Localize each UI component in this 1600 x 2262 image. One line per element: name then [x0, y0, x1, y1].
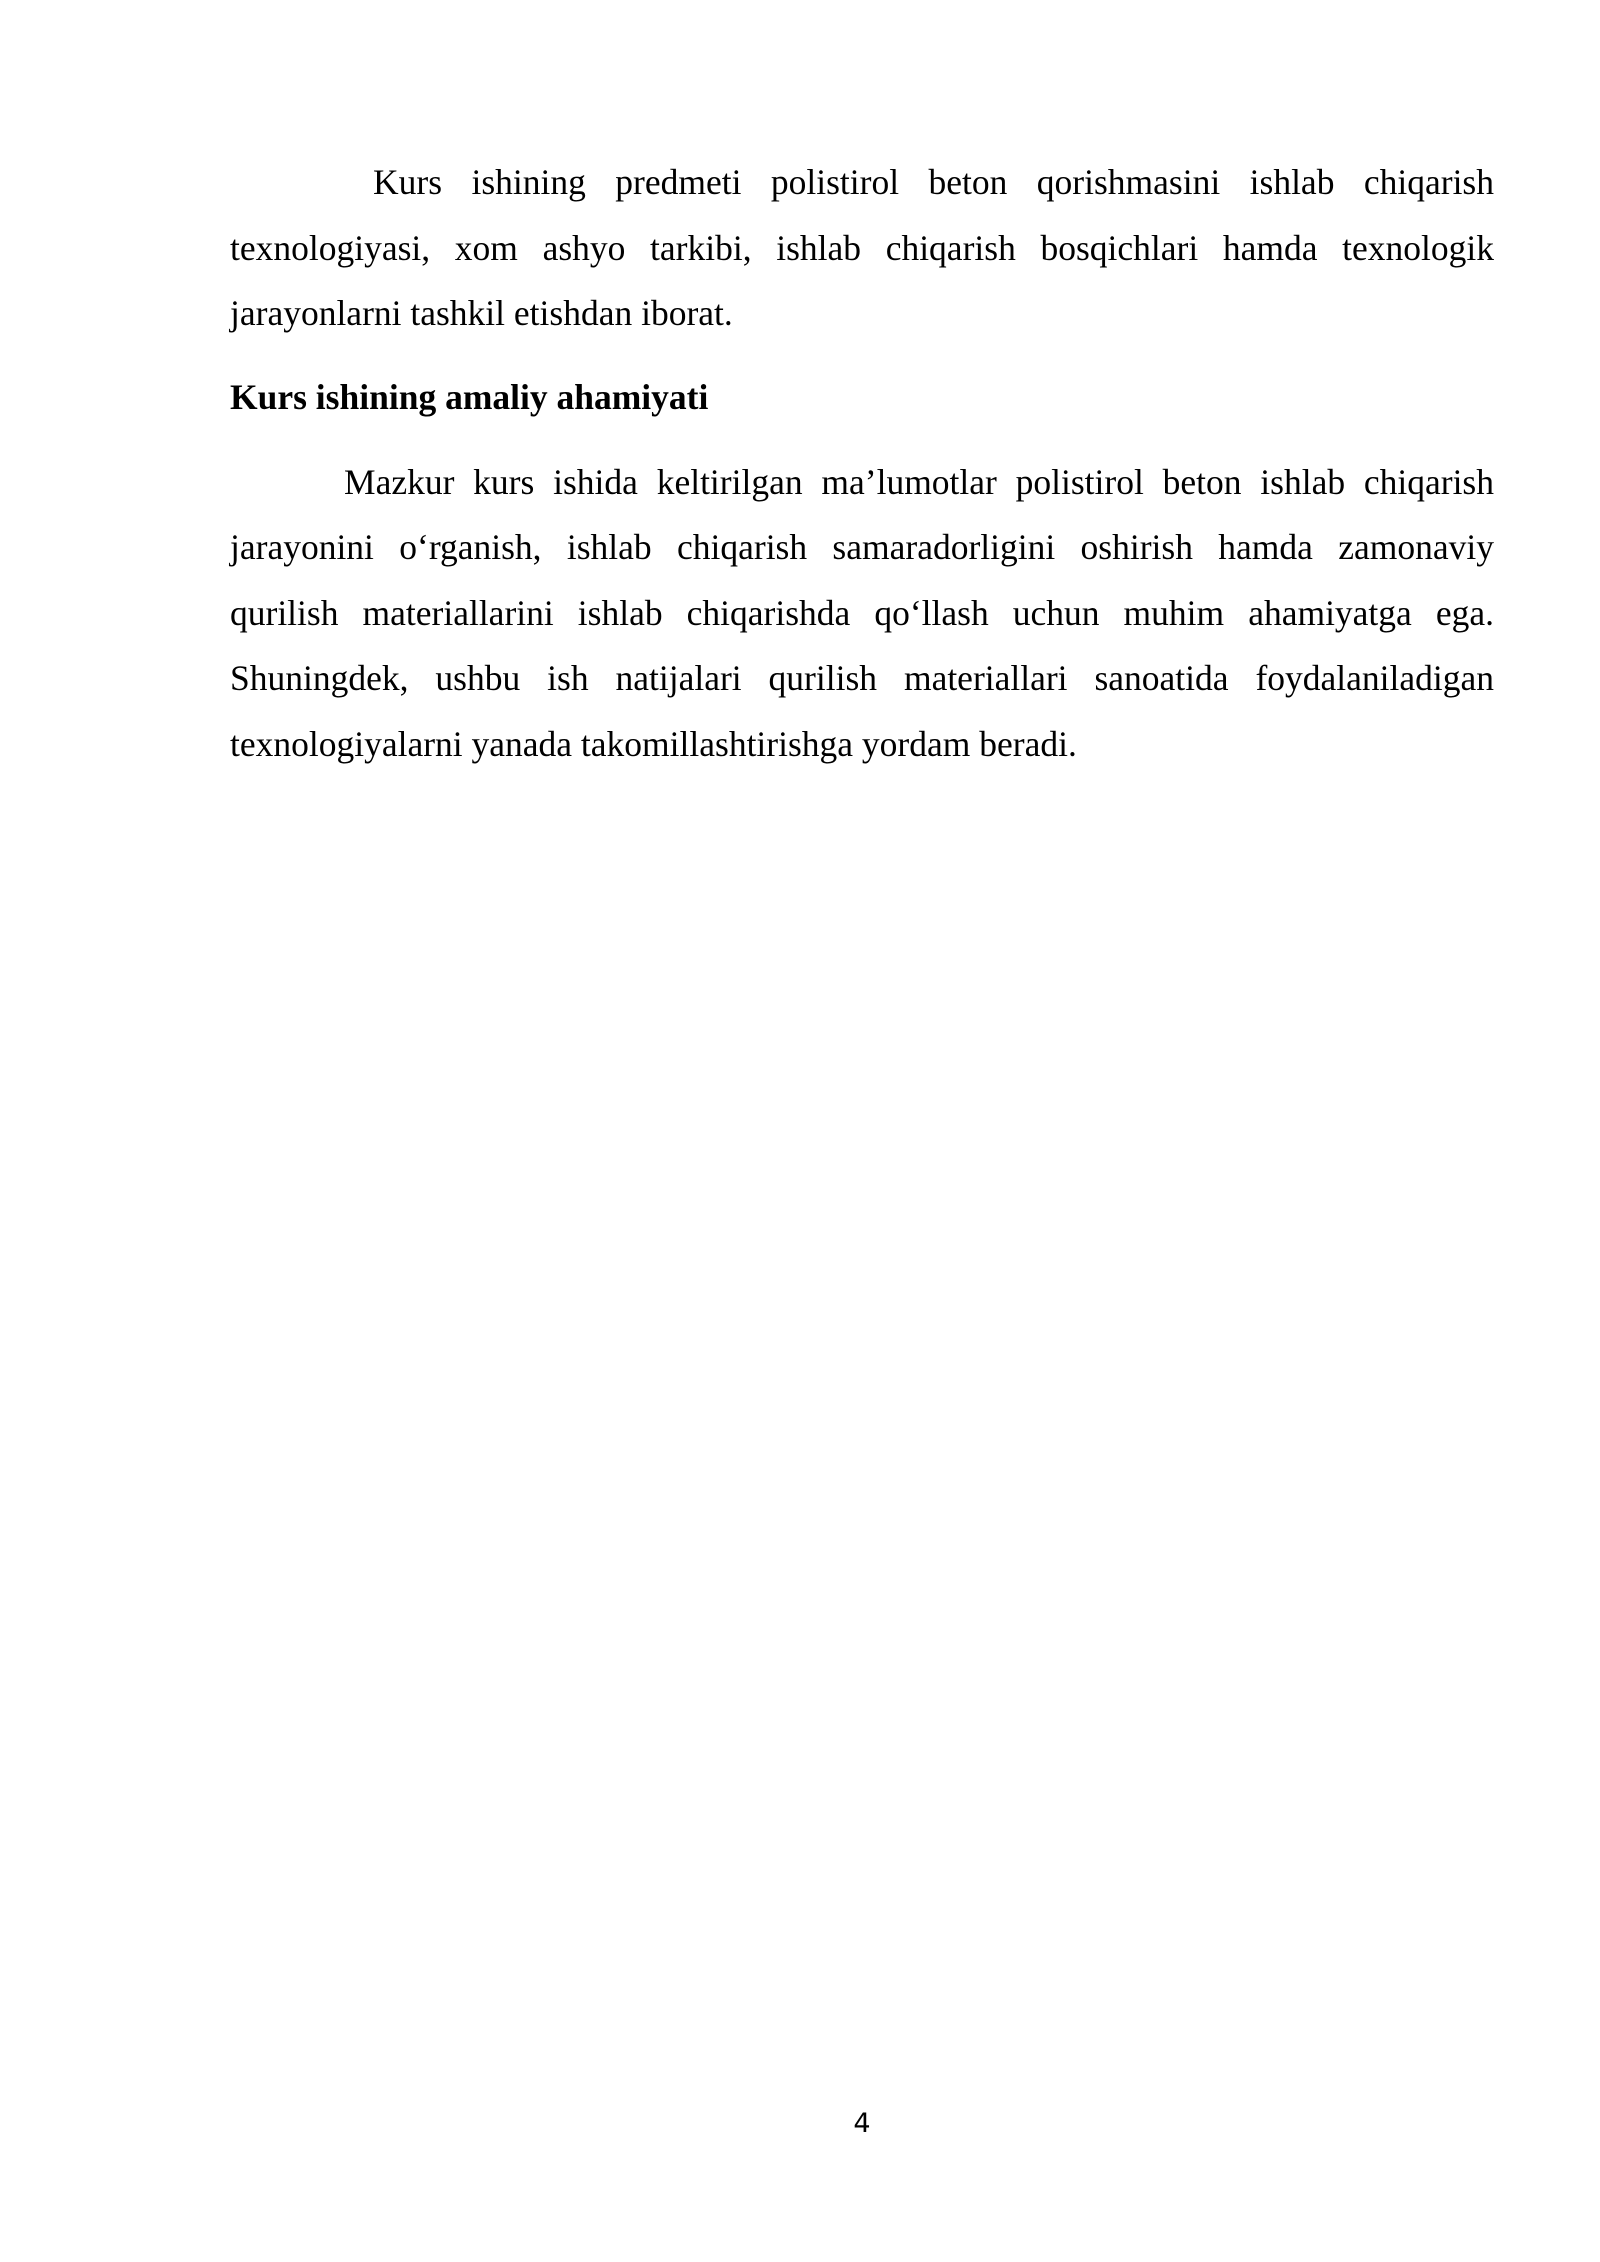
page-content	[230, 150, 1494, 777]
section-heading: Kurs ishining amaliy ahamiyati	[230, 376, 709, 417]
page-number: 4	[853, 2108, 871, 2139]
practical-significance-paragraph: Mazkur kurs ishida keltirilgan ma’lumotlar polistirol beton ishlab chiqarish jarayonini o‘rganish, ishlab chiqarish samaradorligini oshirish hamda zamonaviy qurilish materiallarini ishlab chiqarishda qo‘llash uchun muhim ahamiyatga ega. Shuningdek, ushbu ish natijalari qurilish materiallari sanoatida foydalaniladigan texnologiyalarni yanada takomillashtirishga yordam beradi.	[230, 461, 1494, 764]
subject-paragraph: Kurs ishining predmeti polistirol beton qorishmasini ishlab chiqarish texnologiyasi, xom ashyo tarkibi, ishlab chiqarish bosqichlari hamda texnologik jarayonlarni tashkil etishdan iborat.	[230, 162, 1494, 333]
